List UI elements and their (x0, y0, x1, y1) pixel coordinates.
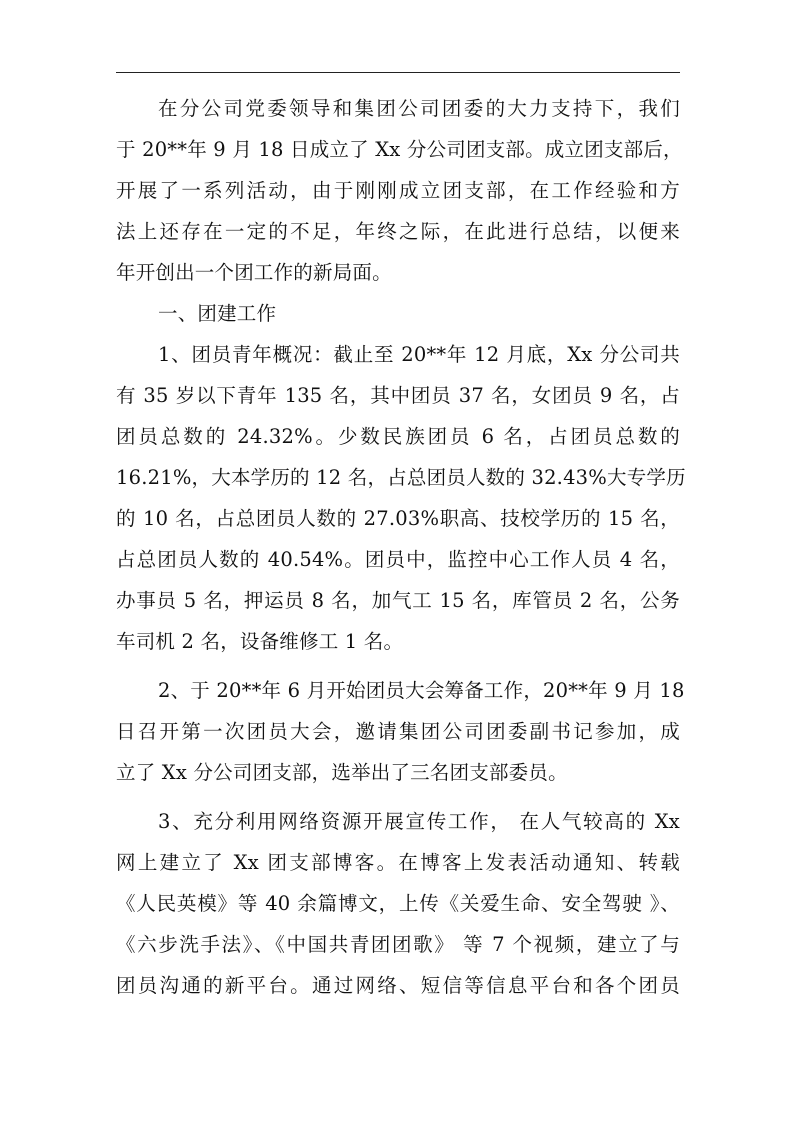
paragraph-gap (116, 662, 680, 670)
text-line: 1、团员青年概况：截止至 20**年 12 月底，Xx 分公司共 (158, 343, 680, 366)
text-line: 《人民英模》等 40 余篇博文，上传《关爱生命、安全驾驶 》、 (116, 892, 680, 915)
text-line: 3、充分利用网络资源开展宣传工作， 在人气较高的 Xx (158, 810, 680, 833)
text-line: 的 10 名，占总团员人数的 27.03%职高、技校学历的 15 名， (116, 507, 680, 530)
text-line: 团员总数的 24.32%。少数民族团员 6 名，占团员总数的 (116, 425, 680, 448)
text-line: 立了 Xx 分公司团支部，选举出了三名团支部委员。 (116, 761, 568, 784)
paragraph-item-1 (116, 334, 686, 662)
text-line: 占总团员人数的 40.54%。团员中，监控中心工作人员 4 名， (116, 548, 680, 571)
text-line: 日召开第一次团员大会，邀请集团公司团委副书记参加，成 (116, 720, 680, 743)
text-line: 有 35 岁以下青年 135 名，其中团员 37 名，女团员 9 名，占 (116, 384, 680, 407)
text-line: 在分公司党委领导和集团公司团委的大力支持下，我们 (158, 97, 680, 120)
text-line: 《六步洗手法》、《中国共青团团歌》 等 7 个视频，建立了与 (116, 933, 680, 956)
document-body (116, 88, 686, 1006)
paragraph-item-3 (116, 801, 680, 1006)
paragraph-item-2 (116, 670, 685, 793)
paragraph-gap (116, 793, 680, 801)
text-line: 2、于 20**年 6 月开始团员大会筹备工作，20**年 9 月 18 (158, 679, 685, 702)
text-line: 法上还存在一定的不足，年终之际，在此进行总结，以便来 (116, 220, 680, 243)
paragraph-intro (116, 88, 683, 293)
header-rule (116, 72, 680, 73)
section-heading (116, 293, 680, 334)
text-line: 于 20**年 9 月 18 日成立了 Xx 分公司团支部。成立团支部后， (116, 138, 683, 161)
text-line: 开展了一系列活动，由于刚刚成立团支部，在工作经验和方 (116, 179, 680, 202)
text-line: 年开创出一个团工作的新局面。 (116, 261, 392, 284)
text-line: 办事员 5 名，押运员 8 名，加气工 15 名，库管员 2 名，公务 (116, 589, 680, 612)
text-line: 16.21%，大本学历的 12 名，占总团员人数的 32.43%大专学历 (116, 466, 686, 489)
heading-text: 一、团建工作 (158, 302, 277, 325)
text-line: 网上建立了 Xx 团支部博客。在博客上发表活动通知、转载 (116, 851, 680, 874)
text-line: 车司机 2 名，设备维修工 1 名。 (116, 630, 404, 653)
text-line: 团员沟通的新平台。通过网络、短信等信息平台和各个团员 (116, 974, 680, 997)
